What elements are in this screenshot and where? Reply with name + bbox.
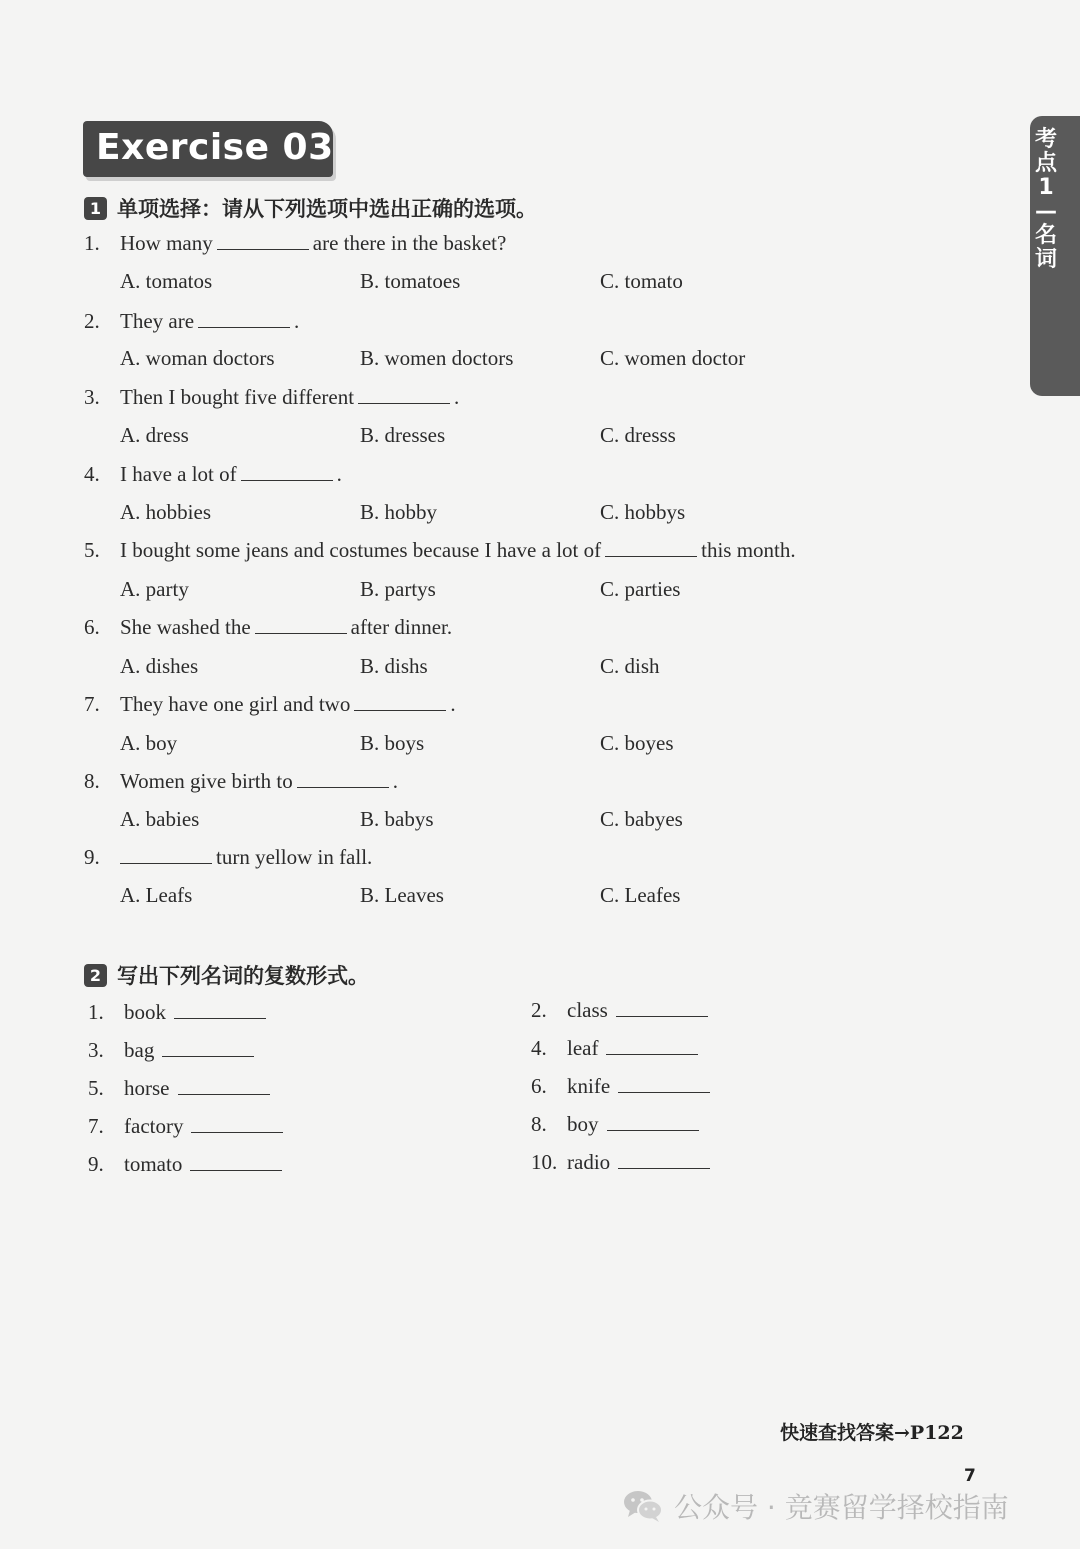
item-word: knife [567,1074,611,1098]
option-b[interactable]: B. Leaves [360,883,444,907]
item-number: 5. [88,1076,104,1100]
answer-page-reference[interactable]: 快速查找答案→P122 [780,1422,964,1444]
option-c[interactable]: C. parties [600,577,681,601]
question-6 [84,615,452,645]
plural-item-4 [531,1036,702,1066]
question-number: 3. [84,385,100,409]
question-number: 9. [84,845,100,869]
item-number: 8. [531,1112,547,1136]
option-c[interactable]: C. dish [600,654,660,678]
question-text-after: are there in the basket? [312,231,507,255]
chapter-side-tab-label: 考点1—名词 [1034,127,1057,272]
part1-number-badge: 1 [84,197,107,220]
plural-item-8 [531,1112,703,1142]
plural-item-1 [88,1000,270,1030]
question-7 [84,692,456,722]
plural-item-10 [531,1150,714,1180]
question-number: 6. [84,615,100,639]
answer-blank[interactable] [174,1000,266,1019]
item-number: 6. [531,1074,547,1098]
item-word: class [567,998,608,1022]
part2-heading [84,960,369,990]
option-a[interactable]: A. Leafs [120,883,193,907]
option-c[interactable]: C. tomato [600,269,683,293]
question-text-after: turn yellow in fall. [216,845,373,869]
plural-item-6 [531,1074,714,1104]
question-text-before: She washed the [120,615,251,639]
item-word: book [124,1000,166,1024]
option-c[interactable]: C. babyes [600,807,683,831]
answer-blank[interactable] [616,998,708,1017]
item-number: 4. [531,1036,547,1060]
exercise-title: Exercise 03 [96,127,334,168]
answer-blank[interactable] [241,462,333,481]
exercise-title-banner [83,121,333,177]
question-number: 2. [84,309,100,333]
item-word: bag [124,1038,155,1062]
answer-blank[interactable] [162,1038,254,1057]
question-text-before: I bought some jeans and costumes because I have a lot of [120,538,602,562]
option-b[interactable]: B. dishs [360,654,428,678]
wechat-icon [622,1488,664,1524]
answer-blank[interactable] [354,692,446,711]
option-a[interactable]: A. dress [120,423,189,447]
question-text-before: How many [120,231,213,255]
question-1 [84,231,506,261]
question-text-before: Women give birth to [120,769,293,793]
answer-blank[interactable] [618,1150,710,1169]
option-c[interactable]: C. hobbys [600,500,686,524]
answer-blank[interactable] [198,309,290,328]
watermark-text: 公众号 · 竞赛留学择校指南 [674,1491,1009,1524]
item-number: 3. [88,1038,104,1062]
option-b[interactable]: B. hobby [360,500,438,524]
wechat-watermark [622,1486,1009,1526]
option-b[interactable]: B. dresses [360,423,446,447]
option-b[interactable]: B. partys [360,577,436,601]
question-number: 5. [84,538,100,562]
item-number: 1. [88,1000,104,1024]
item-number: 7. [88,1114,104,1138]
question-number: 7. [84,692,100,716]
answer-blank[interactable] [605,538,697,557]
chapter-side-tab [1030,116,1080,396]
part1-instruction: 单项选择：请从下列选项中选出正确的选项。 [117,197,537,221]
question-3 [84,385,459,415]
answer-blank[interactable] [178,1076,270,1095]
option-b[interactable]: B. women doctors [360,346,514,370]
question-text-before: They have one girl and two [120,692,351,716]
item-word: leaf [567,1036,599,1060]
plural-item-3 [88,1038,258,1068]
item-number: 10. [531,1150,558,1174]
item-number: 2. [531,998,547,1022]
option-c[interactable]: C. Leafes [600,883,681,907]
question-text-after: . [454,385,460,409]
question-text-before: They are [120,309,195,333]
plural-item-2 [531,998,712,1028]
option-b[interactable]: B. tomatoes [360,269,461,293]
item-number: 9. [88,1152,104,1176]
option-a[interactable]: A. boy [120,731,178,755]
question-9 [84,845,372,875]
question-text-after: this month. [701,538,796,562]
page-number: 7 [964,1466,976,1486]
question-8 [84,769,398,799]
option-c[interactable]: C. dresss [600,423,676,447]
question-text-after: . [336,462,342,486]
plural-item-5 [88,1076,274,1106]
item-word: factory [124,1114,184,1138]
question-5 [84,538,796,568]
question-text-before: I have a lot of [120,462,237,486]
question-text-after: after dinner. [350,615,453,639]
question-number: 8. [84,769,100,793]
part2-number-badge: 2 [84,964,107,987]
answer-blank[interactable] [618,1074,710,1093]
option-a[interactable]: A. dishes [120,654,199,678]
question-text-after: . [294,309,300,333]
part2-instruction: 写出下列名词的复数形式。 [117,964,369,988]
plural-item-7 [88,1114,287,1144]
option-a[interactable]: A. tomatos [120,269,213,293]
question-4 [84,462,342,492]
option-b[interactable]: B. babys [360,807,434,831]
plural-item-9 [88,1152,286,1182]
answer-blank[interactable] [606,1036,698,1055]
item-word: boy [567,1112,599,1136]
answer-blank[interactable] [191,1114,283,1133]
answer-blank[interactable] [255,615,347,634]
part1-heading [84,193,537,223]
item-word: tomato [124,1152,183,1176]
option-c[interactable]: C. women doctor [600,346,746,370]
question-number: 1. [84,231,100,255]
answer-blank[interactable] [217,231,309,250]
option-a[interactable]: A. babies [120,807,200,831]
question-2 [84,309,299,339]
option-a[interactable]: A. woman doctors [120,346,275,370]
answer-blank[interactable] [120,845,212,864]
item-word: horse [124,1076,170,1100]
answer-blank[interactable] [297,769,389,788]
option-a[interactable]: A. hobbies [120,500,211,524]
question-text-after: . [450,692,456,716]
option-b[interactable]: B. boys [360,731,425,755]
question-text-before: Then I bought five different [120,385,355,409]
option-c[interactable]: C. boyes [600,731,674,755]
answer-blank[interactable] [607,1112,699,1131]
answer-blank[interactable] [190,1152,282,1171]
answer-blank[interactable] [358,385,450,404]
question-text-after: . [392,769,398,793]
question-number: 4. [84,462,100,486]
option-a[interactable]: A. party [120,577,189,601]
item-word: radio [567,1150,611,1174]
